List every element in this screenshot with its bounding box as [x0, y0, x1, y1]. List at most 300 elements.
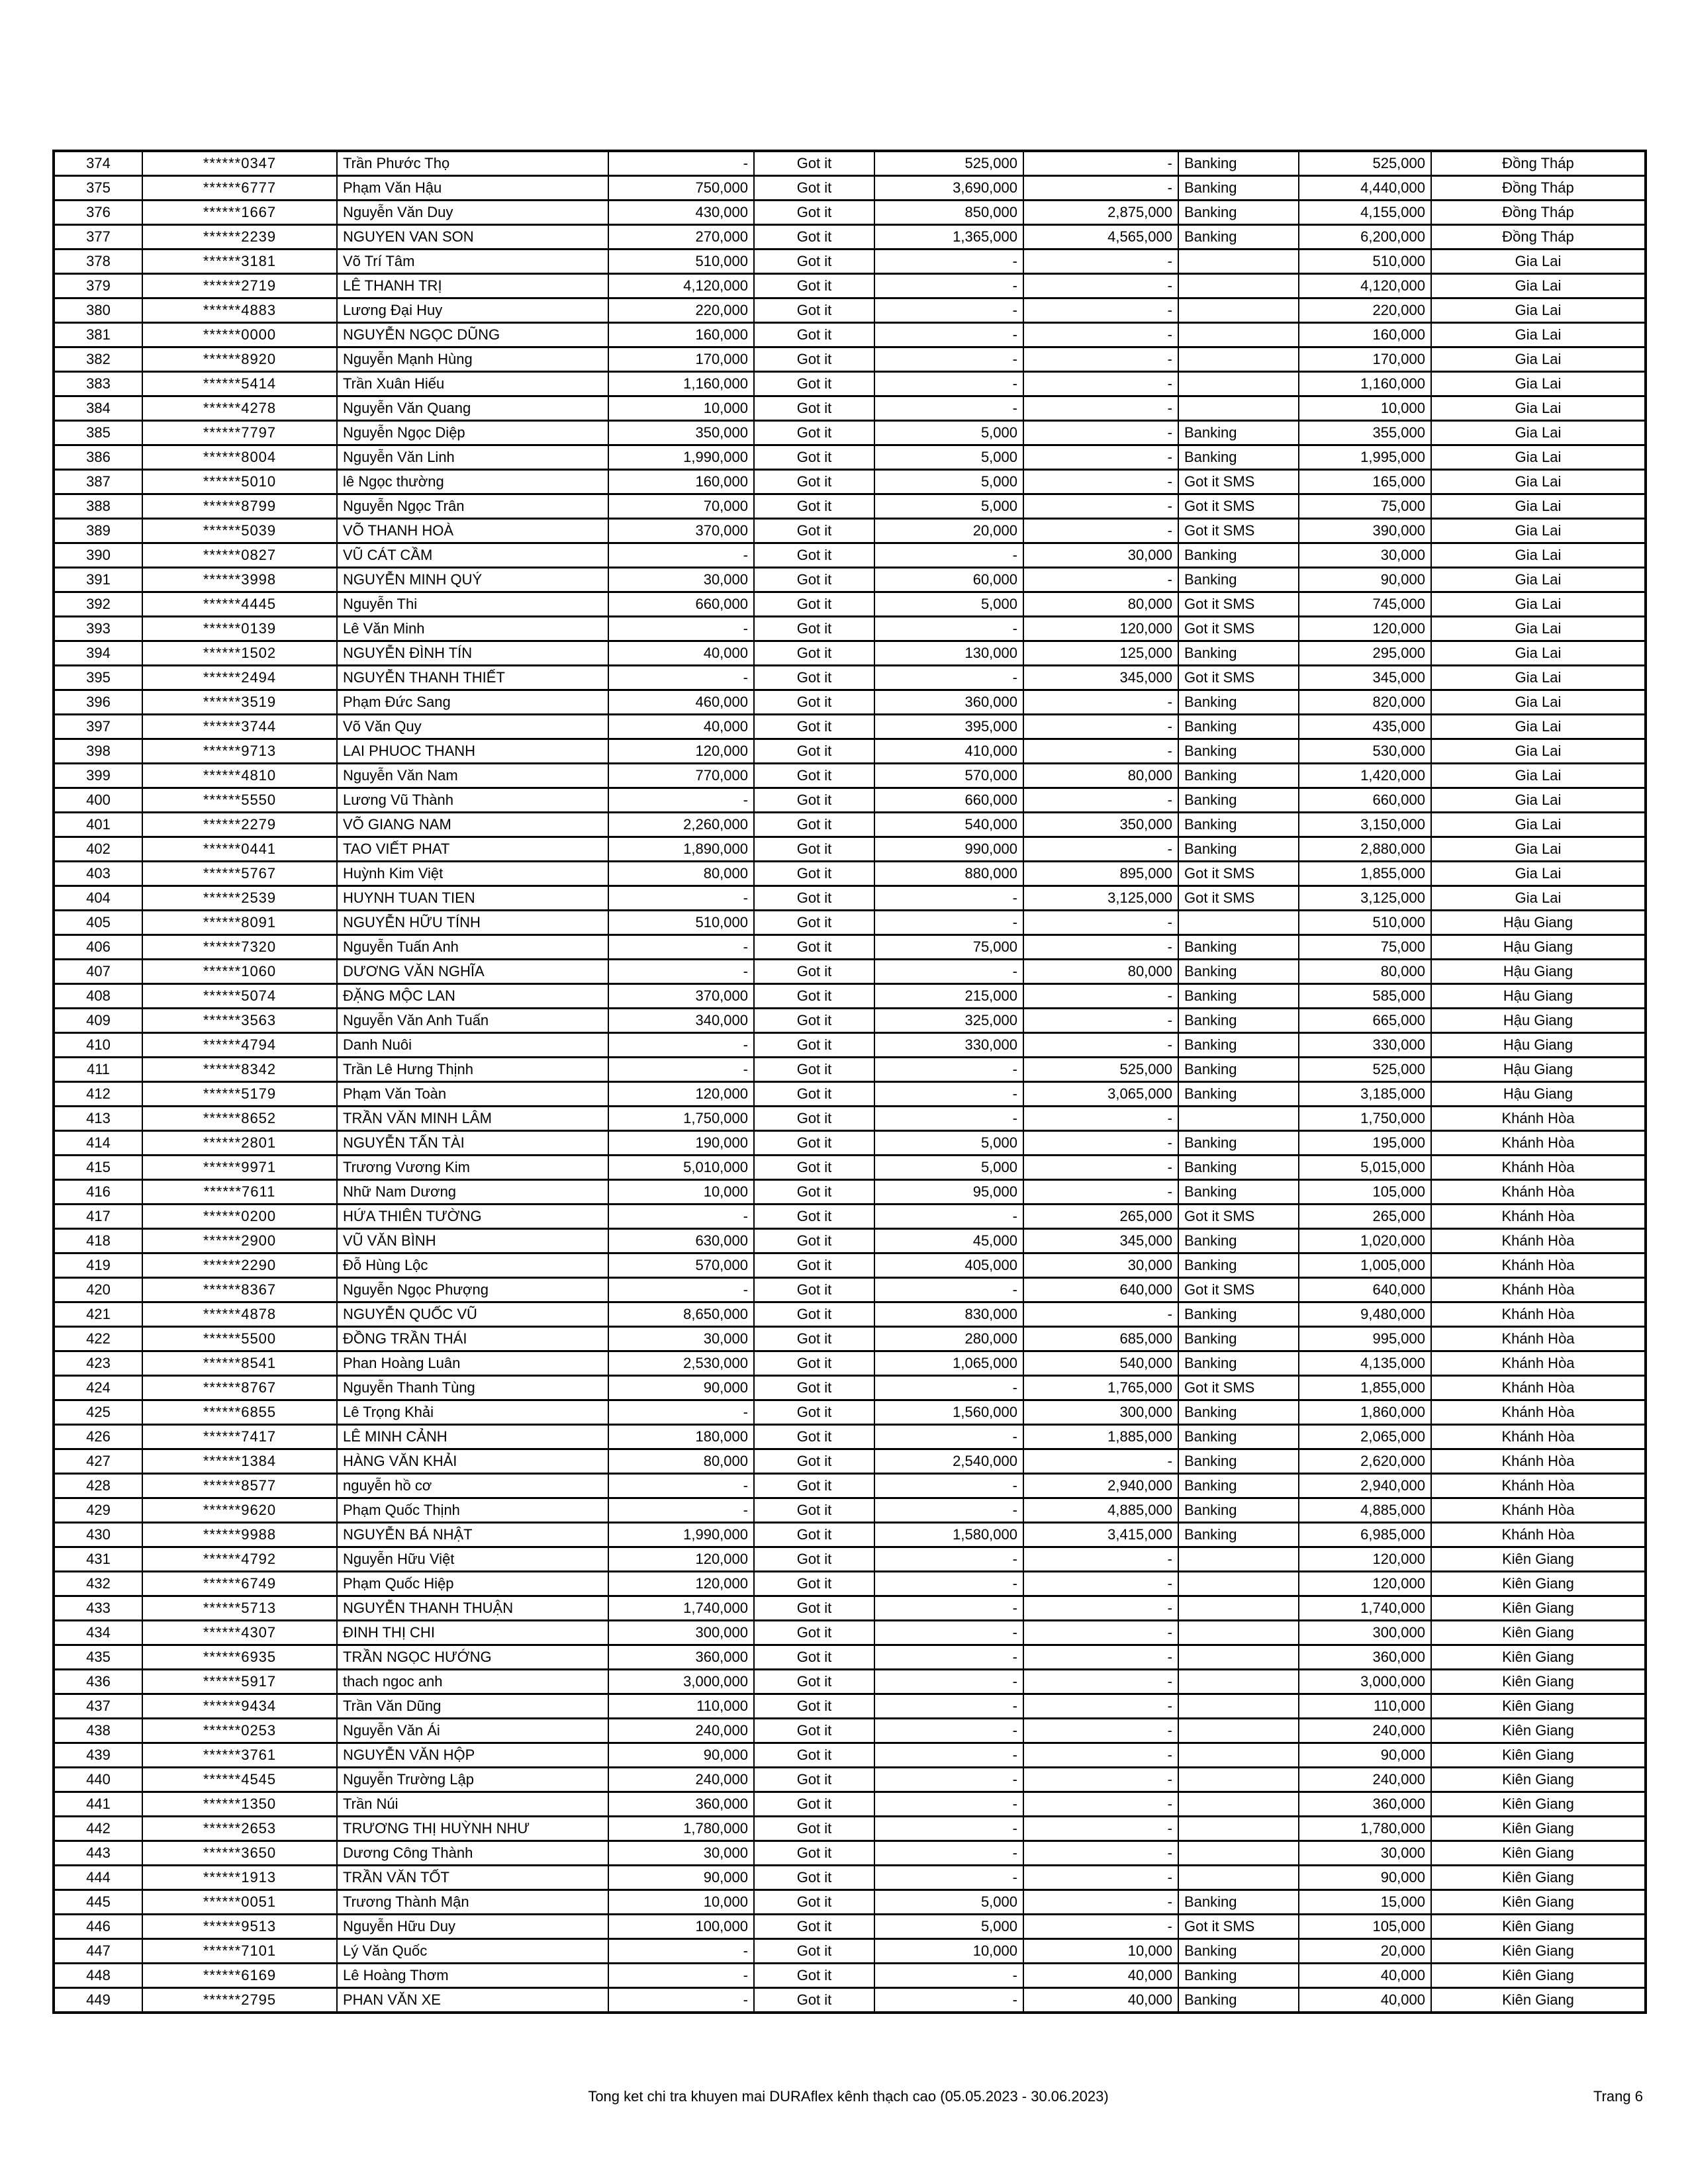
amount-tertiary: -: [1023, 1107, 1178, 1131]
amount-tertiary: 30,000: [1023, 1253, 1178, 1278]
amount-secondary: -: [874, 1792, 1023, 1817]
amount-primary: -: [608, 1964, 754, 1988]
account-masked: ******9620: [142, 1498, 337, 1523]
amount-secondary: 1,560,000: [874, 1400, 1023, 1425]
amount-total: 330,000: [1299, 1033, 1431, 1058]
table-row: [54, 201, 1646, 225]
table-row: [54, 1964, 1646, 1988]
amount-primary: 360,000: [608, 1645, 754, 1670]
customer-name: Nguyễn Văn Anh Tuấn: [337, 1009, 608, 1033]
amount-secondary: -: [874, 1743, 1023, 1768]
amount-secondary: 660,000: [874, 788, 1023, 813]
payment-method: Banking: [1178, 1474, 1299, 1498]
amount-tertiary: 10,000: [1023, 1939, 1178, 1964]
row-number: 408: [54, 984, 142, 1009]
customer-name: NGUYỄN BÁ NHẬT: [337, 1523, 608, 1547]
province: Gia Lai: [1431, 715, 1646, 739]
province: Khánh Hòa: [1431, 1278, 1646, 1302]
customer-name: VŨ VĂN BÌNH: [337, 1229, 608, 1253]
payment-method: [1178, 323, 1299, 347]
province: Kiên Giang: [1431, 1694, 1646, 1719]
account-masked: ******8799: [142, 494, 337, 519]
status-got-it: Got it: [754, 445, 874, 470]
status-got-it: Got it: [754, 1792, 874, 1817]
account-masked: ******8367: [142, 1278, 337, 1302]
amount-primary: 3,000,000: [608, 1670, 754, 1694]
province: Khánh Hòa: [1431, 1107, 1646, 1131]
status-got-it: Got it: [754, 1180, 874, 1205]
amount-total: 295,000: [1299, 641, 1431, 666]
amount-secondary: -: [874, 298, 1023, 323]
province: Kiên Giang: [1431, 1621, 1646, 1645]
table-row: [54, 1792, 1646, 1817]
payment-method: Banking: [1178, 151, 1299, 176]
customer-name: Trần Phước Thọ: [337, 151, 608, 176]
amount-secondary: 830,000: [874, 1302, 1023, 1327]
amount-total: 5,015,000: [1299, 1156, 1431, 1180]
table-row: [54, 641, 1646, 666]
amount-secondary: -: [874, 1621, 1023, 1645]
amount-total: 345,000: [1299, 666, 1431, 690]
payment-method: Banking: [1178, 1156, 1299, 1180]
account-masked: ******8767: [142, 1376, 337, 1400]
account-masked: ******1667: [142, 201, 337, 225]
province: Kiên Giang: [1431, 1547, 1646, 1572]
row-number: 414: [54, 1131, 142, 1156]
province: Khánh Hòa: [1431, 1376, 1646, 1400]
row-number: 420: [54, 1278, 142, 1302]
status-got-it: Got it: [754, 1229, 874, 1253]
payment-method: Banking: [1178, 690, 1299, 715]
row-number: 407: [54, 960, 142, 984]
page-number: Trang 6: [1593, 2088, 1643, 2105]
payment-method: Banking: [1178, 641, 1299, 666]
row-number: 413: [54, 1107, 142, 1131]
province: Gia Lai: [1431, 739, 1646, 764]
amount-tertiary: -: [1023, 1890, 1178, 1915]
customer-name: Huỳnh Kim Việt: [337, 862, 608, 886]
payment-method: [1178, 1694, 1299, 1719]
amount-primary: 70,000: [608, 494, 754, 519]
payment-method: [1178, 1621, 1299, 1645]
amount-primary: 10,000: [608, 1890, 754, 1915]
amount-total: 665,000: [1299, 1009, 1431, 1033]
payment-method: Banking: [1178, 225, 1299, 250]
account-masked: ******0253: [142, 1719, 337, 1743]
table-row: [54, 592, 1646, 617]
table-row: [54, 1988, 1646, 2013]
account-masked: ******8342: [142, 1058, 337, 1082]
customer-name: nguyễn hồ cơ: [337, 1474, 608, 1498]
payment-method: Banking: [1178, 421, 1299, 445]
row-number: 399: [54, 764, 142, 788]
payment-method: Banking: [1178, 1964, 1299, 1988]
table-row: [54, 666, 1646, 690]
customer-name: LÊ THANH TRỊ: [337, 274, 608, 298]
payment-method: Got it SMS: [1178, 592, 1299, 617]
amount-total: 2,880,000: [1299, 837, 1431, 862]
row-number: 388: [54, 494, 142, 519]
province: Đồng Tháp: [1431, 225, 1646, 250]
amount-primary: 170,000: [608, 347, 754, 372]
payment-method: Banking: [1178, 1009, 1299, 1033]
account-masked: ******5713: [142, 1596, 337, 1621]
amount-primary: 300,000: [608, 1621, 754, 1645]
amount-tertiary: -: [1023, 250, 1178, 274]
amount-total: 110,000: [1299, 1694, 1431, 1719]
row-number: 433: [54, 1596, 142, 1621]
amount-primary: 190,000: [608, 1131, 754, 1156]
amount-primary: 340,000: [608, 1009, 754, 1033]
account-masked: ******8652: [142, 1107, 337, 1131]
row-number: 411: [54, 1058, 142, 1082]
amount-tertiary: 345,000: [1023, 666, 1178, 690]
table-row: [54, 1131, 1646, 1156]
row-number: 421: [54, 1302, 142, 1327]
province: Kiên Giang: [1431, 1841, 1646, 1866]
account-masked: ******1060: [142, 960, 337, 984]
table-row: [54, 1621, 1646, 1645]
row-number: 430: [54, 1523, 142, 1547]
row-number: 423: [54, 1351, 142, 1376]
amount-primary: 270,000: [608, 225, 754, 250]
status-got-it: Got it: [754, 1645, 874, 1670]
amount-primary: 1,990,000: [608, 445, 754, 470]
payment-method: [1178, 347, 1299, 372]
amount-tertiary: -: [1023, 837, 1178, 862]
row-number: 435: [54, 1645, 142, 1670]
table-row: [54, 1866, 1646, 1890]
row-number: 427: [54, 1449, 142, 1474]
status-got-it: Got it: [754, 421, 874, 445]
status-got-it: Got it: [754, 715, 874, 739]
status-got-it: Got it: [754, 1474, 874, 1498]
amount-tertiary: 1,765,000: [1023, 1376, 1178, 1400]
amount-secondary: -: [874, 347, 1023, 372]
amount-tertiary: 3,065,000: [1023, 1082, 1178, 1107]
amount-secondary: -: [874, 1058, 1023, 1082]
table-row: [54, 470, 1646, 494]
customer-name: TRẦN NGỌC HƯỚNG: [337, 1645, 608, 1670]
payment-method: Got it SMS: [1178, 494, 1299, 519]
customer-name: Nguyễn Văn Linh: [337, 445, 608, 470]
row-number: 387: [54, 470, 142, 494]
account-masked: ******8541: [142, 1351, 337, 1376]
payment-method: [1178, 1768, 1299, 1792]
amount-primary: 8,650,000: [608, 1302, 754, 1327]
account-masked: ******4883: [142, 298, 337, 323]
account-masked: ******7611: [142, 1180, 337, 1205]
amount-total: 360,000: [1299, 1645, 1431, 1670]
table-row: [54, 298, 1646, 323]
amount-secondary: 850,000: [874, 201, 1023, 225]
amount-secondary: -: [874, 1425, 1023, 1449]
amount-secondary: 1,580,000: [874, 1523, 1023, 1547]
amount-tertiary: -: [1023, 1768, 1178, 1792]
province: Gia Lai: [1431, 813, 1646, 837]
payment-method: [1178, 911, 1299, 935]
row-number: 415: [54, 1156, 142, 1180]
account-masked: ******4810: [142, 764, 337, 788]
amount-primary: 510,000: [608, 250, 754, 274]
amount-secondary: -: [874, 1376, 1023, 1400]
account-masked: ******8004: [142, 445, 337, 470]
status-got-it: Got it: [754, 1866, 874, 1890]
row-number: 441: [54, 1792, 142, 1817]
amount-secondary: -: [874, 543, 1023, 568]
amount-total: 530,000: [1299, 739, 1431, 764]
payment-method: Banking: [1178, 568, 1299, 592]
account-masked: ******2494: [142, 666, 337, 690]
payment-method: [1178, 396, 1299, 421]
amount-tertiary: -: [1023, 788, 1178, 813]
status-got-it: Got it: [754, 960, 874, 984]
amount-secondary: 5,000: [874, 494, 1023, 519]
amount-primary: 90,000: [608, 1376, 754, 1400]
payment-method: Banking: [1178, 543, 1299, 568]
amount-tertiary: 80,000: [1023, 960, 1178, 984]
status-got-it: Got it: [754, 470, 874, 494]
customer-name: Dương Công Thành: [337, 1841, 608, 1866]
amount-secondary: -: [874, 1719, 1023, 1743]
province: Gia Lai: [1431, 372, 1646, 396]
amount-primary: 40,000: [608, 641, 754, 666]
province: Gia Lai: [1431, 250, 1646, 274]
amount-secondary: -: [874, 666, 1023, 690]
amount-secondary: 2,540,000: [874, 1449, 1023, 1474]
amount-tertiary: -: [1023, 1719, 1178, 1743]
customer-name: NGUYỄN VĂN HỘP: [337, 1743, 608, 1768]
amount-tertiary: -: [1023, 519, 1178, 543]
payment-method: [1178, 1547, 1299, 1572]
customer-name: HỨA THIÊN TƯỜNG: [337, 1205, 608, 1229]
amount-primary: 770,000: [608, 764, 754, 788]
province: Gia Lai: [1431, 274, 1646, 298]
amount-total: 360,000: [1299, 1792, 1431, 1817]
customer-name: PHAN VĂN XE: [337, 1988, 608, 2013]
amount-primary: -: [608, 151, 754, 176]
amount-secondary: 280,000: [874, 1327, 1023, 1351]
province: Khánh Hòa: [1431, 1302, 1646, 1327]
table-row: [54, 1449, 1646, 1474]
amount-total: 995,000: [1299, 1327, 1431, 1351]
account-masked: ******0347: [142, 151, 337, 176]
customer-name: LÊ MINH CẢNH: [337, 1425, 608, 1449]
amount-secondary: 540,000: [874, 813, 1023, 837]
amount-primary: 160,000: [608, 470, 754, 494]
customer-name: TAO VIẾT PHAT: [337, 837, 608, 862]
amount-tertiary: -: [1023, 421, 1178, 445]
customer-name: Nguyễn Ngọc Phượng: [337, 1278, 608, 1302]
customer-name: Nguyễn Văn Ái: [337, 1719, 608, 1743]
province: Hậu Giang: [1431, 1009, 1646, 1033]
payment-method: Banking: [1178, 201, 1299, 225]
province: Gia Lai: [1431, 323, 1646, 347]
amount-tertiary: -: [1023, 1694, 1178, 1719]
amount-primary: 2,530,000: [608, 1351, 754, 1376]
account-masked: ******0441: [142, 837, 337, 862]
amount-total: 170,000: [1299, 347, 1431, 372]
amount-total: 90,000: [1299, 1743, 1431, 1768]
account-masked: ******0051: [142, 1890, 337, 1915]
customer-name: Võ Trí Tâm: [337, 250, 608, 274]
row-number: 402: [54, 837, 142, 862]
account-masked: ******2653: [142, 1817, 337, 1841]
status-got-it: Got it: [754, 1058, 874, 1082]
payment-method: Got it SMS: [1178, 1205, 1299, 1229]
amount-tertiary: 300,000: [1023, 1400, 1178, 1425]
amount-total: 105,000: [1299, 1180, 1431, 1205]
customer-name: Nguyễn Thi: [337, 592, 608, 617]
status-got-it: Got it: [754, 935, 874, 960]
account-masked: ******0200: [142, 1205, 337, 1229]
amount-secondary: 360,000: [874, 690, 1023, 715]
table-row: [54, 396, 1646, 421]
payment-method: Banking: [1178, 1351, 1299, 1376]
payment-method: Banking: [1178, 1498, 1299, 1523]
customer-name: NGUYỄN QUỐC VŨ: [337, 1302, 608, 1327]
table-row: [54, 274, 1646, 298]
amount-total: 105,000: [1299, 1915, 1431, 1939]
customer-name: DƯƠNG VĂN NGHĨA: [337, 960, 608, 984]
amount-primary: 30,000: [608, 1841, 754, 1866]
amount-total: 3,000,000: [1299, 1670, 1431, 1694]
account-masked: ******9513: [142, 1915, 337, 1939]
amount-tertiary: -: [1023, 1596, 1178, 1621]
province: Gia Lai: [1431, 494, 1646, 519]
amount-total: 3,150,000: [1299, 813, 1431, 837]
account-masked: ******3650: [142, 1841, 337, 1866]
payment-method: [1178, 1107, 1299, 1131]
row-number: 422: [54, 1327, 142, 1351]
amount-secondary: 60,000: [874, 568, 1023, 592]
amount-primary: 120,000: [608, 739, 754, 764]
account-masked: ******1502: [142, 641, 337, 666]
row-number: 382: [54, 347, 142, 372]
table-row: [54, 690, 1646, 715]
amount-secondary: 45,000: [874, 1229, 1023, 1253]
amount-primary: 80,000: [608, 1449, 754, 1474]
payment-method: Banking: [1178, 1180, 1299, 1205]
account-masked: ******2290: [142, 1253, 337, 1278]
payment-method: [1178, 1645, 1299, 1670]
amount-secondary: -: [874, 1841, 1023, 1866]
row-number: 384: [54, 396, 142, 421]
table-row: [54, 323, 1646, 347]
row-number: 449: [54, 1988, 142, 2013]
table-row: [54, 1474, 1646, 1498]
customer-name: Nguyễn Ngọc Trân: [337, 494, 608, 519]
table-row: [54, 176, 1646, 201]
province: Hậu Giang: [1431, 984, 1646, 1009]
amount-primary: -: [608, 543, 754, 568]
row-number: 405: [54, 911, 142, 935]
customer-name: Lý Văn Quốc: [337, 1939, 608, 1964]
account-masked: ******2795: [142, 1988, 337, 2013]
province: Gia Lai: [1431, 421, 1646, 445]
row-number: 386: [54, 445, 142, 470]
status-got-it: Got it: [754, 1523, 874, 1547]
account-masked: ******6749: [142, 1572, 337, 1596]
row-number: 378: [54, 250, 142, 274]
province: Gia Lai: [1431, 347, 1646, 372]
row-number: 397: [54, 715, 142, 739]
amount-primary: 750,000: [608, 176, 754, 201]
amount-primary: 630,000: [608, 1229, 754, 1253]
row-number: 444: [54, 1866, 142, 1890]
amount-total: 15,000: [1299, 1890, 1431, 1915]
amount-tertiary: -: [1023, 1841, 1178, 1866]
status-got-it: Got it: [754, 837, 874, 862]
province: Khánh Hòa: [1431, 1229, 1646, 1253]
province: Gia Lai: [1431, 470, 1646, 494]
account-masked: ******3181: [142, 250, 337, 274]
status-got-it: Got it: [754, 1768, 874, 1792]
table-row: [54, 960, 1646, 984]
amount-secondary: -: [874, 1866, 1023, 1890]
amount-secondary: -: [874, 1107, 1023, 1131]
customer-name: HUYNH TUAN TIEN: [337, 886, 608, 911]
amount-secondary: 10,000: [874, 1939, 1023, 1964]
table-row: [54, 1939, 1646, 1964]
row-number: 403: [54, 862, 142, 886]
amount-total: 3,125,000: [1299, 886, 1431, 911]
amount-total: 75,000: [1299, 935, 1431, 960]
amount-primary: 570,000: [608, 1253, 754, 1278]
amount-primary: 110,000: [608, 1694, 754, 1719]
amount-secondary: -: [874, 1964, 1023, 1988]
amount-primary: -: [608, 666, 754, 690]
amount-tertiary: 80,000: [1023, 592, 1178, 617]
row-number: 434: [54, 1621, 142, 1645]
account-masked: ******4545: [142, 1768, 337, 1792]
status-got-it: Got it: [754, 1694, 874, 1719]
amount-primary: -: [608, 886, 754, 911]
province: Gia Lai: [1431, 886, 1646, 911]
account-masked: ******5767: [142, 862, 337, 886]
province: Khánh Hòa: [1431, 1425, 1646, 1449]
province: Hậu Giang: [1431, 935, 1646, 960]
row-number: 395: [54, 666, 142, 690]
status-got-it: Got it: [754, 274, 874, 298]
footer-summary: Tong ket chi tra khuyen mai DURAflex kênh thạch cao (05.05.2023 - 30.06.2023): [588, 2088, 1109, 2105]
amount-total: 1,160,000: [1299, 372, 1431, 396]
amount-primary: 240,000: [608, 1719, 754, 1743]
amount-tertiary: -: [1023, 1449, 1178, 1474]
province: Kiên Giang: [1431, 1964, 1646, 1988]
customer-name: Phạm Văn Toàn: [337, 1082, 608, 1107]
province: Kiên Giang: [1431, 1988, 1646, 2013]
amount-secondary: -: [874, 1498, 1023, 1523]
province: Hậu Giang: [1431, 911, 1646, 935]
table-row: [54, 1498, 1646, 1523]
province: Gia Lai: [1431, 519, 1646, 543]
amount-secondary: 330,000: [874, 1033, 1023, 1058]
customer-name: Phạm Đức Sang: [337, 690, 608, 715]
amount-tertiary: -: [1023, 984, 1178, 1009]
province: Đồng Tháp: [1431, 151, 1646, 176]
account-masked: ******3519: [142, 690, 337, 715]
row-number: 404: [54, 886, 142, 911]
amount-tertiary: 640,000: [1023, 1278, 1178, 1302]
status-got-it: Got it: [754, 984, 874, 1009]
amount-tertiary: -: [1023, 298, 1178, 323]
amount-primary: 100,000: [608, 1915, 754, 1939]
table-row: [54, 1229, 1646, 1253]
amount-total: 120,000: [1299, 617, 1431, 641]
table-row: [54, 1841, 1646, 1866]
amount-primary: 10,000: [608, 1180, 754, 1205]
